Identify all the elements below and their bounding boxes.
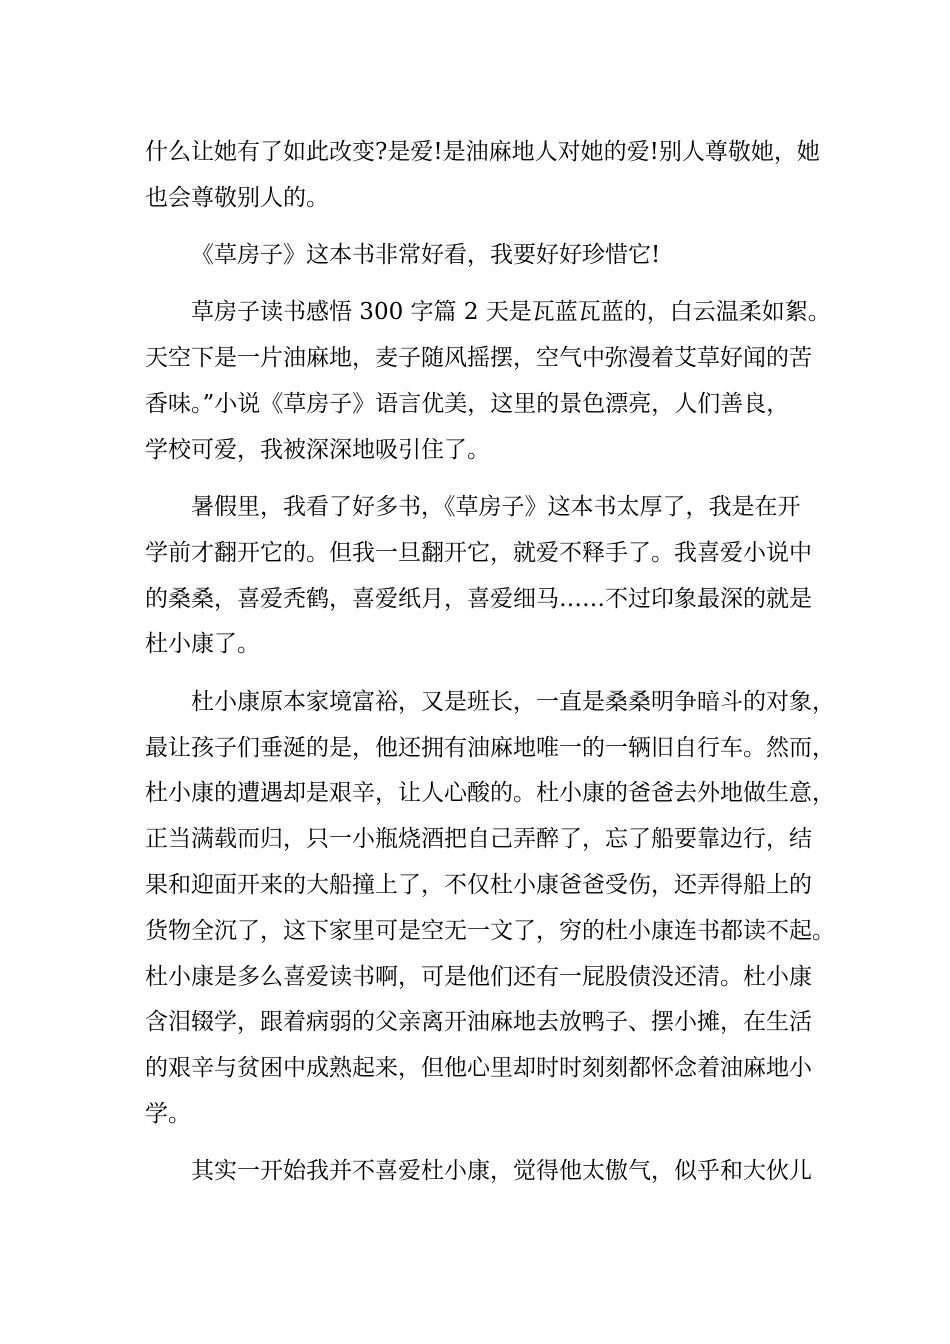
paragraph-2	[145, 233, 825, 279]
text-line: 的桑桑，喜爱秃鹤，喜爱纸月，喜爱细马……不过印象最深的就是	[145, 585, 812, 612]
text-line: 杜小康是多么喜爱读书啊，可是他们还有一屁股债没还清。杜小康	[145, 963, 812, 990]
text-line: 草房子读书感悟 300 字篇 2 天是瓦蓝瓦蓝的，白云温柔如絮。	[191, 299, 831, 326]
paragraph-6	[145, 1149, 825, 1195]
text-line: 含泪辍学，跟着病弱的父亲离开油麻地去放鸭子、摆小摊，在生活	[145, 1009, 812, 1036]
text-line: 果和迎面开来的大船撞上了，不仅杜小康爸爸受伤，还弄得船上的	[145, 871, 812, 898]
body-text	[145, 130, 835, 1195]
text-line: 学前才翻开它的。但我一旦翻开它，就爱不释手了。我喜爱小说中	[145, 539, 812, 566]
text-line: 杜小康的遭遇却是艰辛，让人心酸的。杜小康的爸爸去外地做生意，	[145, 780, 835, 807]
text-line: 香味。”小说《草房子》语言优美，这里的景色漂亮，人们善良，	[145, 390, 790, 417]
text-line: 货物全沉了，这下家里可是空无一文了，穷的杜小康连书都读不起。	[145, 917, 835, 944]
text-line: 的艰辛与贫困中成熟起来，但他心里却时时刻刻都怀念着油麻地小	[145, 1055, 812, 1082]
paragraph-1	[145, 130, 825, 222]
text-line: 也会尊敬别人的。	[145, 184, 329, 211]
paragraph-5	[145, 680, 835, 1138]
text-line: 学。	[145, 1100, 191, 1127]
paragraph-4	[145, 485, 825, 668]
text-line: 天空下是一片油麻地，麦子随风摇摆，空气中弥漫着艾草好闻的苦	[145, 345, 812, 372]
text-line: 其实一开始我并不喜爱杜小康，觉得他太傲气，似乎和大伙儿	[191, 1158, 812, 1185]
text-line: 什么让她有了如此改变?是爱!是油麻地人对她的爱!别人尊敬她，她	[145, 139, 820, 165]
text-line: 杜小康原本家境富裕，又是班长，一直是桑桑明争暗斗的对象，	[191, 688, 835, 715]
text-line: 学校可爱，我被深深地吸引住了。	[145, 436, 490, 463]
text-line: 最让孩子们垂涎的是，他还拥有油麻地唯一的一辆旧自行车。然而，	[145, 734, 835, 761]
text-line: 《草房子》这本书非常好看，我要好好珍惜它!	[191, 242, 661, 269]
paragraph-3	[145, 290, 831, 473]
text-line: 正当满载而归，只一小瓶烧酒把自己弄醉了，忘了船要靠边行，结	[145, 826, 812, 853]
text-line: 杜小康了。	[145, 631, 260, 658]
text-line: 暑假里，我看了好多书，《草房子》这本书太厚了，我是在开	[191, 494, 801, 521]
